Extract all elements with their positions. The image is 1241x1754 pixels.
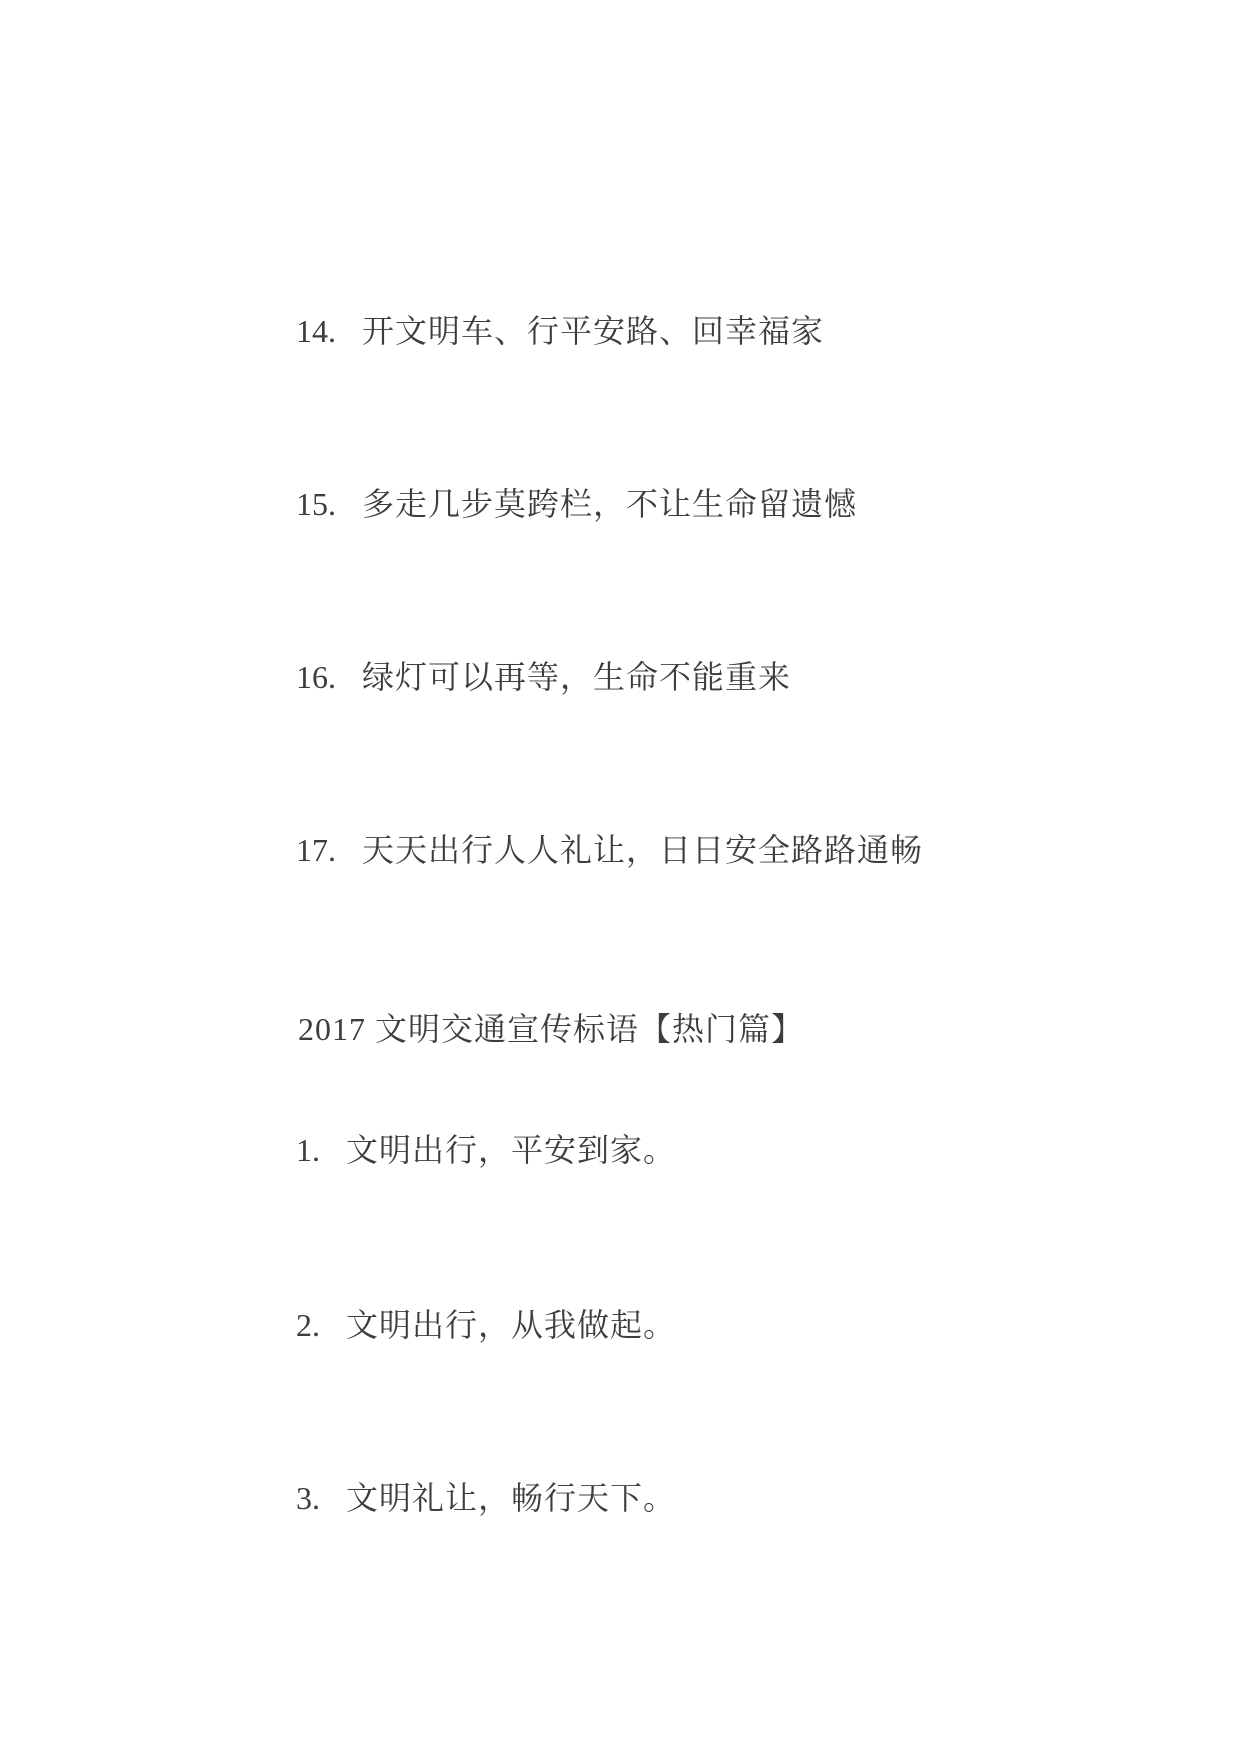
section-heading: 2017 文明交通宣传标语【热门篇】 (298, 1011, 805, 1047)
list-item (296, 311, 824, 351)
list-item-number: 14. (296, 313, 336, 349)
list-item-number: 3. (296, 1480, 320, 1516)
list-item-number: 17. (296, 832, 336, 868)
list-item (296, 1478, 676, 1518)
list-item (296, 1130, 676, 1170)
list-item (296, 484, 857, 524)
list-item-number: 1. (296, 1132, 320, 1168)
list-item-text: 绿灯可以再等，生命不能重来 (362, 659, 792, 695)
list-item-number: 2. (296, 1307, 320, 1343)
list-item (296, 1305, 676, 1345)
list-item-number: 15. (296, 486, 336, 522)
list-item-text: 文明出行，从我做起。 (346, 1307, 677, 1343)
list-item (296, 830, 923, 870)
list-item-number: 16. (296, 659, 336, 695)
list-item-text: 多走几步莫跨栏，不让生命留遗憾 (362, 486, 858, 522)
list-item (296, 657, 791, 697)
list-item-text: 文明出行，平安到家。 (346, 1132, 677, 1168)
list-item-text: 文明礼让，畅行天下。 (346, 1480, 677, 1516)
list-item-text: 开文明车、行平安路、回幸福家 (362, 313, 825, 349)
list-item-text: 天天出行人人礼让，日日安全路路通畅 (362, 832, 924, 868)
